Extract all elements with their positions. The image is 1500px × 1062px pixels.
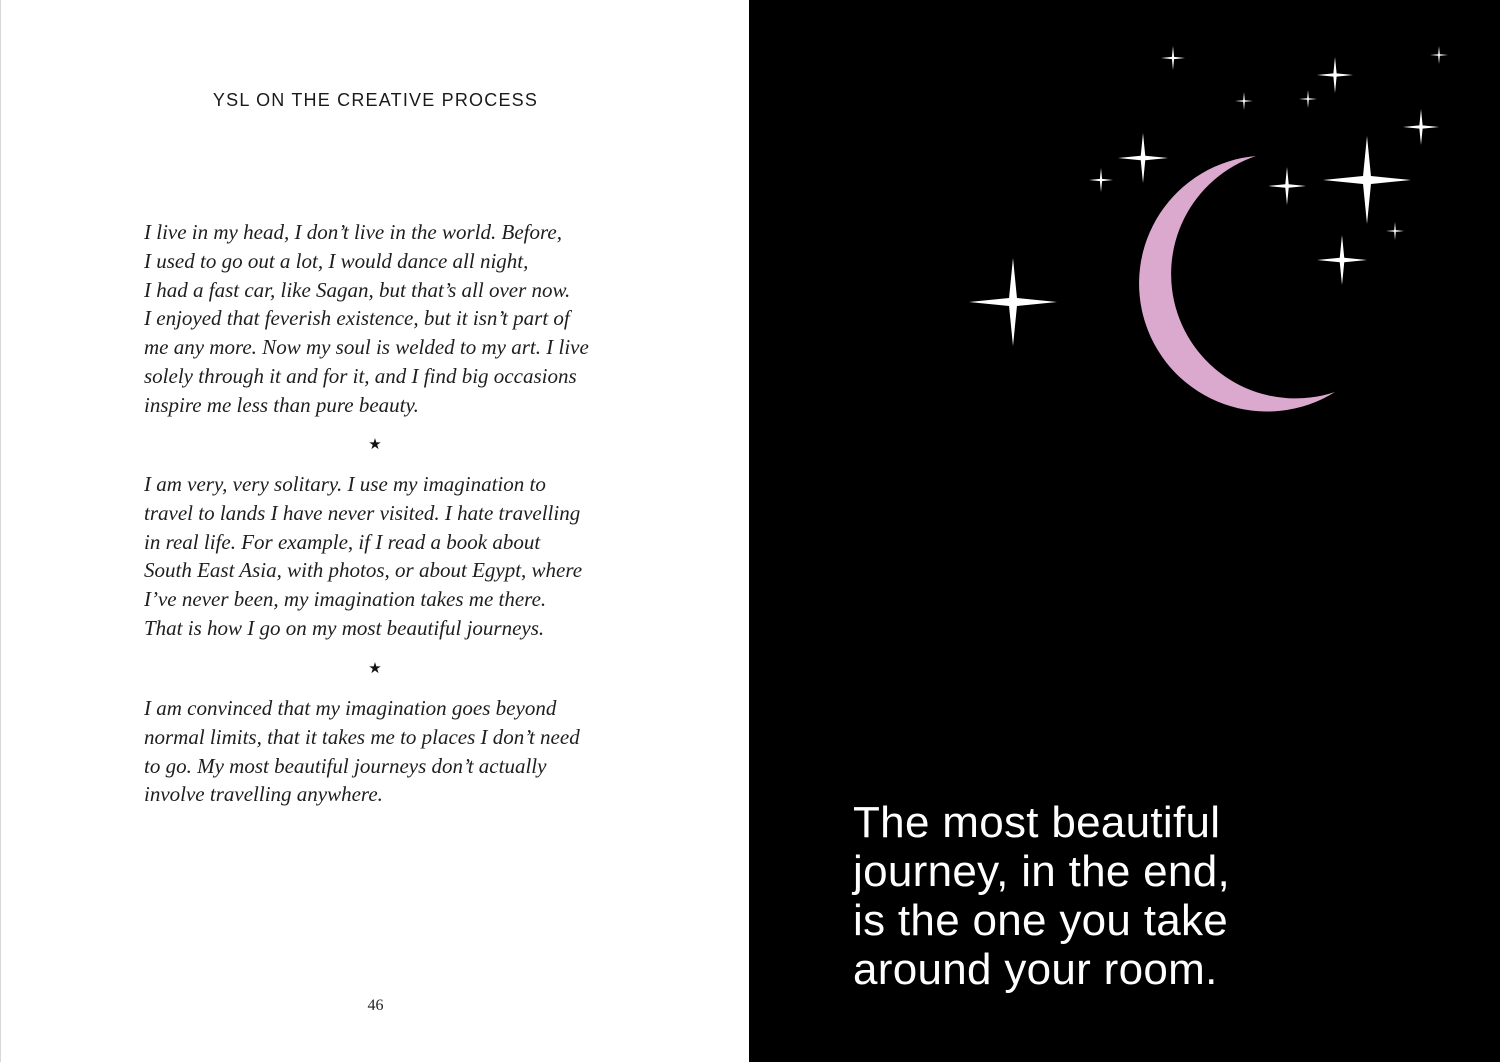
sparkle-stars bbox=[969, 46, 1448, 346]
star-separator-icon: ★ bbox=[368, 659, 382, 677]
pull-quote: The most beautiful journey, in the end, is the one you take around your room. bbox=[853, 798, 1230, 994]
crescent-moon-icon bbox=[1139, 156, 1335, 412]
sparkle-star-icon bbox=[1386, 222, 1404, 240]
sparkle-star-icon bbox=[1089, 168, 1113, 192]
sparkle-star-icon bbox=[1161, 46, 1185, 70]
sparkle-star-icon bbox=[1317, 235, 1367, 285]
sparkle-star-icon bbox=[969, 258, 1057, 346]
left-page bbox=[0, 0, 749, 1062]
quote-paragraph: I am very, very solitary. I use my imagination to travel to lands I have never visited. I hate travelling in real life. For example, if I read a book about South East Asia, with photos, or about Egypt, where I’ve never been, my imagination takes me there. That is how I go on my most beautiful journeys. bbox=[144, 472, 583, 640]
quote-paragraph: I am convinced that my imagination goes beyond normal limits, that it takes me to places I don’t need to go. My most beautiful journeys don’t actually involve travelling anywhere. bbox=[144, 696, 580, 807]
sparkle-star-icon bbox=[1317, 57, 1353, 93]
sparkle-star-icon bbox=[1323, 136, 1411, 224]
right-page bbox=[749, 0, 1500, 1062]
sparkle-star-icon bbox=[1299, 90, 1317, 108]
running-head: YSL ON THE CREATIVE PROCESS bbox=[212, 90, 539, 110]
sparkle-star-icon bbox=[1268, 167, 1306, 205]
night-sky-illustration bbox=[749, 0, 1500, 600]
sparkle-star-icon bbox=[1118, 133, 1168, 183]
sparkle-star-icon bbox=[1430, 46, 1448, 64]
sparkle-star-icon bbox=[1235, 92, 1253, 110]
sparkle-star-icon bbox=[1403, 109, 1439, 145]
quote-paragraph: I live in my head, I don’t live in the world. Before, I used to go out a lot, I would dance all night, I had a fast car, like Sagan, but that’s all over now. I enjoyed that feverish existence, but it isn’t part of me any more. Now my soul is welded to my art. I live solely through it and for it, and I find big occasions inspire me less than pure beauty. bbox=[144, 220, 589, 417]
star-separator-icon: ★ bbox=[368, 435, 382, 453]
page-number: 46 bbox=[367, 997, 384, 1014]
